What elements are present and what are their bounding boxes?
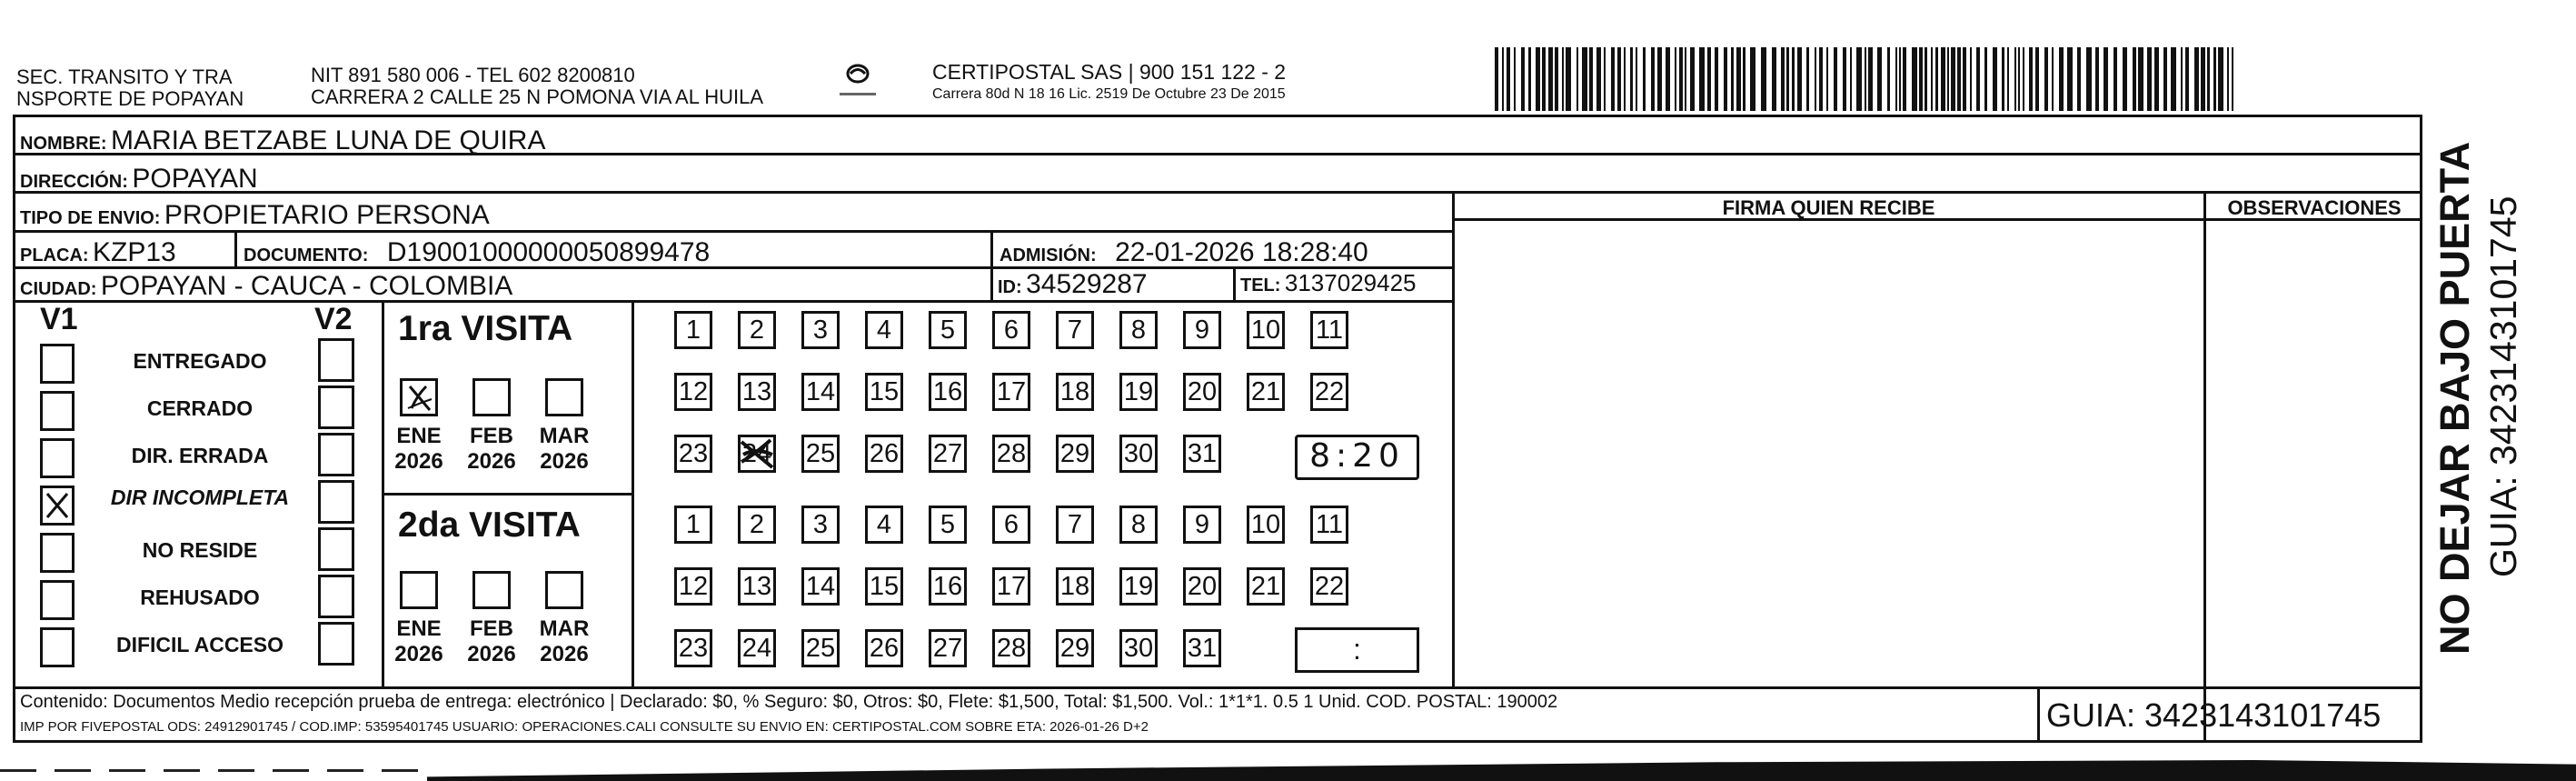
first-visit-month-box-mar[interactable] <box>545 378 583 416</box>
second-visit-day-28[interactable]: 28 <box>992 629 1030 667</box>
ciudad-value: POPAYAN - CAUCA - COLOMBIA <box>100 271 513 301</box>
reason-label: ENTREGADO <box>133 349 267 373</box>
first-visit-day-3[interactable]: 3 <box>801 311 840 349</box>
month-year: 2026 <box>540 449 589 474</box>
v1-checkbox[interactable] <box>40 344 75 384</box>
first-visit-day-16[interactable]: 16 <box>929 373 967 411</box>
courier-line-2: Carrera 80d N 18 16 Lic. 2519 De Octubre 23 De 2015 <box>932 86 1286 102</box>
first-visit-day-12[interactable]: 12 <box>674 373 712 411</box>
documento-row <box>244 237 710 268</box>
second-visit-day-5[interactable]: 5 <box>929 506 967 544</box>
month-year: 2026 <box>394 642 443 666</box>
v1-checkbox[interactable] <box>40 391 75 431</box>
second-visit-day-22[interactable]: 22 <box>1310 567 1348 606</box>
second-visit-day-23[interactable]: 23 <box>674 629 712 667</box>
second-visit-day-7[interactable]: 7 <box>1056 506 1094 544</box>
first-visit-day-7[interactable]: 7 <box>1056 311 1094 349</box>
month-year: 2026 <box>540 642 589 666</box>
month-year: 2026 <box>467 642 516 666</box>
second-visit-title: 2da VISITA <box>398 506 581 545</box>
ciudad-label: CIUDAD: <box>20 279 97 299</box>
observaciones-label: OBSERVACIONES <box>2227 196 2402 219</box>
second-visit-day-14[interactable]: 14 <box>801 567 840 606</box>
second-visit-day-30[interactable]: 30 <box>1119 629 1158 667</box>
reason-label: CERRADO <box>146 396 254 420</box>
second-visit-day-9[interactable]: 9 <box>1183 506 1221 544</box>
observations-area[interactable] <box>2206 221 2422 686</box>
first-visit-day-9[interactable]: 9 <box>1183 311 1221 349</box>
second-visit-day-20[interactable]: 20 <box>1183 567 1221 606</box>
v2-checkbox[interactable] <box>318 385 354 429</box>
second-visit-day-10[interactable]: 10 <box>1247 506 1285 544</box>
ciudad-row <box>20 271 512 302</box>
second-visit-day-8[interactable]: 8 <box>1119 506 1158 544</box>
first-visit-day-21[interactable]: 21 <box>1247 373 1285 411</box>
second-visit-day-4[interactable]: 4 <box>865 506 903 544</box>
first-visit-day-11[interactable]: 11 <box>1310 311 1348 349</box>
v1-checkbox[interactable] <box>40 438 75 478</box>
dashed-cut-line <box>0 769 427 772</box>
admision-label: ADMISIÓN: <box>1000 245 1097 265</box>
signature-area[interactable] <box>1455 221 2203 686</box>
month-name: MAR <box>539 616 590 641</box>
second-visit-day-26[interactable]: 26 <box>865 629 903 667</box>
second-visit-day-31[interactable]: 31 <box>1183 629 1221 667</box>
first-visit-day-29[interactable]: 29 <box>1056 435 1094 473</box>
second-visit-day-15[interactable]: 15 <box>865 567 903 606</box>
month-name: ENE <box>396 424 442 448</box>
month-name: FEB <box>470 424 513 448</box>
second-visit-day-2[interactable]: 2 <box>738 506 776 544</box>
second-visit-day-24[interactable]: 24 <box>738 629 776 667</box>
second-visit-month-box-ene[interactable] <box>400 571 438 609</box>
first-visit-day-18[interactable]: 18 <box>1056 373 1094 411</box>
second-visit-day-6[interactable]: 6 <box>992 506 1030 544</box>
reason-label: REHUSADO <box>140 586 260 609</box>
v2-checkbox[interactable] <box>318 527 354 571</box>
second-visit-day-18[interactable]: 18 <box>1056 567 1094 606</box>
courier-line-1: CERTIPOSTAL SAS | 900 151 122 - 2 <box>932 60 1287 84</box>
no-dejar-bajo-puerta: NO DEJAR BAJO PUERTA <box>2432 141 2478 655</box>
second-visit-month-box-mar[interactable] <box>545 571 583 609</box>
first-visit-day-20[interactable]: 20 <box>1183 373 1221 411</box>
id-label: ID: <box>998 277 1022 297</box>
second-visit-month-box-feb[interactable] <box>472 571 511 609</box>
nombre-value: MARIA BETZABE LUNA DE QUIRA <box>111 125 546 155</box>
reason-label: DIR INCOMPLETA <box>110 486 290 509</box>
first-visit-time: 8:20 <box>1309 437 1405 475</box>
placa-row <box>20 237 176 268</box>
second-visit-day-11[interactable]: 11 <box>1310 506 1348 544</box>
sender-line-2: NSPORTE DE POPAYAN <box>16 87 244 110</box>
side-guia: GUIA: 3423143101745 <box>2482 195 2524 577</box>
second-visit-day-12[interactable]: 12 <box>674 567 712 606</box>
placa-label: PLACA: <box>20 245 89 265</box>
admision-row <box>1000 237 1368 268</box>
first-visit-day-24[interactable]: 24 <box>738 435 776 473</box>
second-visit-day-16[interactable]: 16 <box>929 567 967 606</box>
tipo-value: PROPIETARIO PERSONA <box>164 200 490 230</box>
tipo-row <box>20 200 490 231</box>
first-visit-month-label <box>532 424 596 475</box>
first-visit-day-14[interactable]: 14 <box>801 373 840 411</box>
first-visit-day-17[interactable]: 17 <box>992 373 1030 411</box>
first-visit-day-2[interactable]: 2 <box>738 311 776 349</box>
nombre-label: NOMBRE: <box>20 134 107 154</box>
first-visit-month-box-feb[interactable] <box>472 378 511 416</box>
second-visit-day-3[interactable]: 3 <box>801 506 840 544</box>
check-mark-icon <box>43 488 72 523</box>
first-visit-day-4[interactable]: 4 <box>865 311 903 349</box>
month-name: ENE <box>396 616 442 641</box>
second-visit-month-label <box>387 616 451 667</box>
first-visit-day-22[interactable]: 22 <box>1310 373 1348 411</box>
second-visit-day-21[interactable]: 21 <box>1247 567 1285 606</box>
side-notice <box>2432 136 2568 655</box>
v1-checkbox[interactable] <box>40 486 75 526</box>
first-visit-day-23[interactable]: 23 <box>674 435 712 473</box>
tipo-label: TIPO DE ENVIO: <box>20 208 161 228</box>
v2-checkbox[interactable] <box>318 480 354 524</box>
id-value: 34529287 <box>1026 269 1148 299</box>
second-visit-day-13[interactable]: 13 <box>738 567 776 606</box>
tel-label: TEL: <box>1240 275 1281 295</box>
first-visit-day-27[interactable]: 27 <box>929 435 967 473</box>
nombre-row <box>20 125 545 156</box>
footer-guia: GUIA: 3423143101745 <box>2046 696 2382 734</box>
second-visit-day-1[interactable]: 1 <box>674 506 712 544</box>
second-visit-day-17[interactable]: 17 <box>992 567 1030 606</box>
month-name: MAR <box>539 424 590 448</box>
second-visit-time: : <box>1353 633 1361 666</box>
first-visit-month-label <box>460 424 523 475</box>
v2-checkbox[interactable] <box>318 622 354 666</box>
second-visit-month-label <box>460 616 523 667</box>
first-visit-day-28[interactable]: 28 <box>992 435 1030 473</box>
v1-label: V1 <box>40 302 78 336</box>
v1-checkbox[interactable] <box>40 580 75 620</box>
v1-checkbox[interactable] <box>40 627 75 667</box>
first-visit-day-6[interactable]: 6 <box>992 311 1030 349</box>
second-visit-day-19[interactable]: 19 <box>1119 567 1158 606</box>
placa-value: KZP13 <box>93 237 176 267</box>
month-year: 2026 <box>467 449 516 474</box>
first-visit-day-10[interactable]: 10 <box>1247 311 1285 349</box>
address-line: CARRERA 2 CALLE 25 N POMONA VIA AL HUILA <box>311 85 764 108</box>
sender-line-1: SEC. TRANSITO Y TRA <box>16 65 233 88</box>
first-visit-day-31[interactable]: 31 <box>1183 435 1221 473</box>
first-visit-day-5[interactable]: 5 <box>929 311 967 349</box>
nit-line: NIT 891 580 006 - TEL 602 8200810 <box>311 64 635 86</box>
first-visit-day-8[interactable]: 8 <box>1119 311 1158 349</box>
imp-line: IMP POR FIVEPOSTAL ODS: 24912901745 / COD.IMP: 53595401745 USUARIO: OPERACIONES.CALI CONSULTE SU ENVIO EN: CERTIPOSTAL.COM SOBRE ETA: 2026-01-26 D+2 <box>20 719 1149 735</box>
direccion-row <box>20 164 258 195</box>
first-visit-day-30[interactable]: 30 <box>1119 435 1158 473</box>
second-visit-month-label <box>532 616 596 667</box>
second-visit-day-25[interactable]: 25 <box>801 629 840 667</box>
v1-checkbox[interactable] <box>40 533 75 573</box>
id-row <box>998 269 1148 300</box>
tel-value: 3137029425 <box>1284 269 1417 296</box>
firma-label: FIRMA QUIEN RECIBE <box>1722 196 1935 219</box>
first-visit-day-15[interactable]: 15 <box>865 373 903 411</box>
courier-logo <box>832 60 883 105</box>
second-visit-day-29[interactable]: 29 <box>1056 629 1094 667</box>
reason-label: DIFICIL ACCESO <box>115 633 283 656</box>
first-visit-title: 1ra VISITA <box>398 309 573 348</box>
documento-label: DOCUMENTO: <box>244 245 369 265</box>
first-visit-month-label <box>387 424 451 475</box>
first-visit-day-19[interactable]: 19 <box>1119 373 1158 411</box>
v2-checkbox[interactable] <box>318 433 354 476</box>
tel-row <box>1240 269 1417 297</box>
contenido-line: Contenido: Documentos Medio recepción prueba de entrega: electrónico | Declarado: $0, % Seguro: $0, Otros: $0, Flete: $1,500, Total: $1,500. Vol.: 1*1*1. 0.5 1 Unid. COD. POSTAL: 190002 <box>20 692 1558 712</box>
reason-label: DIR. ERRADA <box>131 444 269 467</box>
first-visit-day-1[interactable]: 1 <box>674 311 712 349</box>
v2-checkbox[interactable] <box>318 338 354 382</box>
second-visit-day-27[interactable]: 27 <box>929 629 967 667</box>
barcode <box>1495 47 2235 111</box>
admision-value: 22-01-2026 18:28:40 <box>1115 237 1368 267</box>
v2-label: V2 <box>314 302 353 336</box>
handwritten-x-icon <box>403 381 435 414</box>
documento-value: D19001000000050899478 <box>386 237 711 267</box>
direccion-label: DIRECCIÓN: <box>20 172 128 192</box>
first-visit-month-box-ene[interactable] <box>400 378 438 416</box>
direccion-value: POPAYAN <box>132 164 258 194</box>
first-visit-day-13[interactable]: 13 <box>738 373 776 411</box>
month-name: FEB <box>470 616 513 641</box>
first-visit-time-box[interactable] <box>1295 435 1419 480</box>
v2-checkbox[interactable] <box>318 575 354 618</box>
torn-edge <box>427 760 2576 781</box>
reason-label: NO RESIDE <box>142 538 258 562</box>
first-visit-day-25[interactable]: 25 <box>801 435 840 473</box>
first-visit-day-26[interactable]: 26 <box>865 435 903 473</box>
second-visit-time-box[interactable] <box>1295 627 1419 673</box>
month-year: 2026 <box>394 449 443 474</box>
